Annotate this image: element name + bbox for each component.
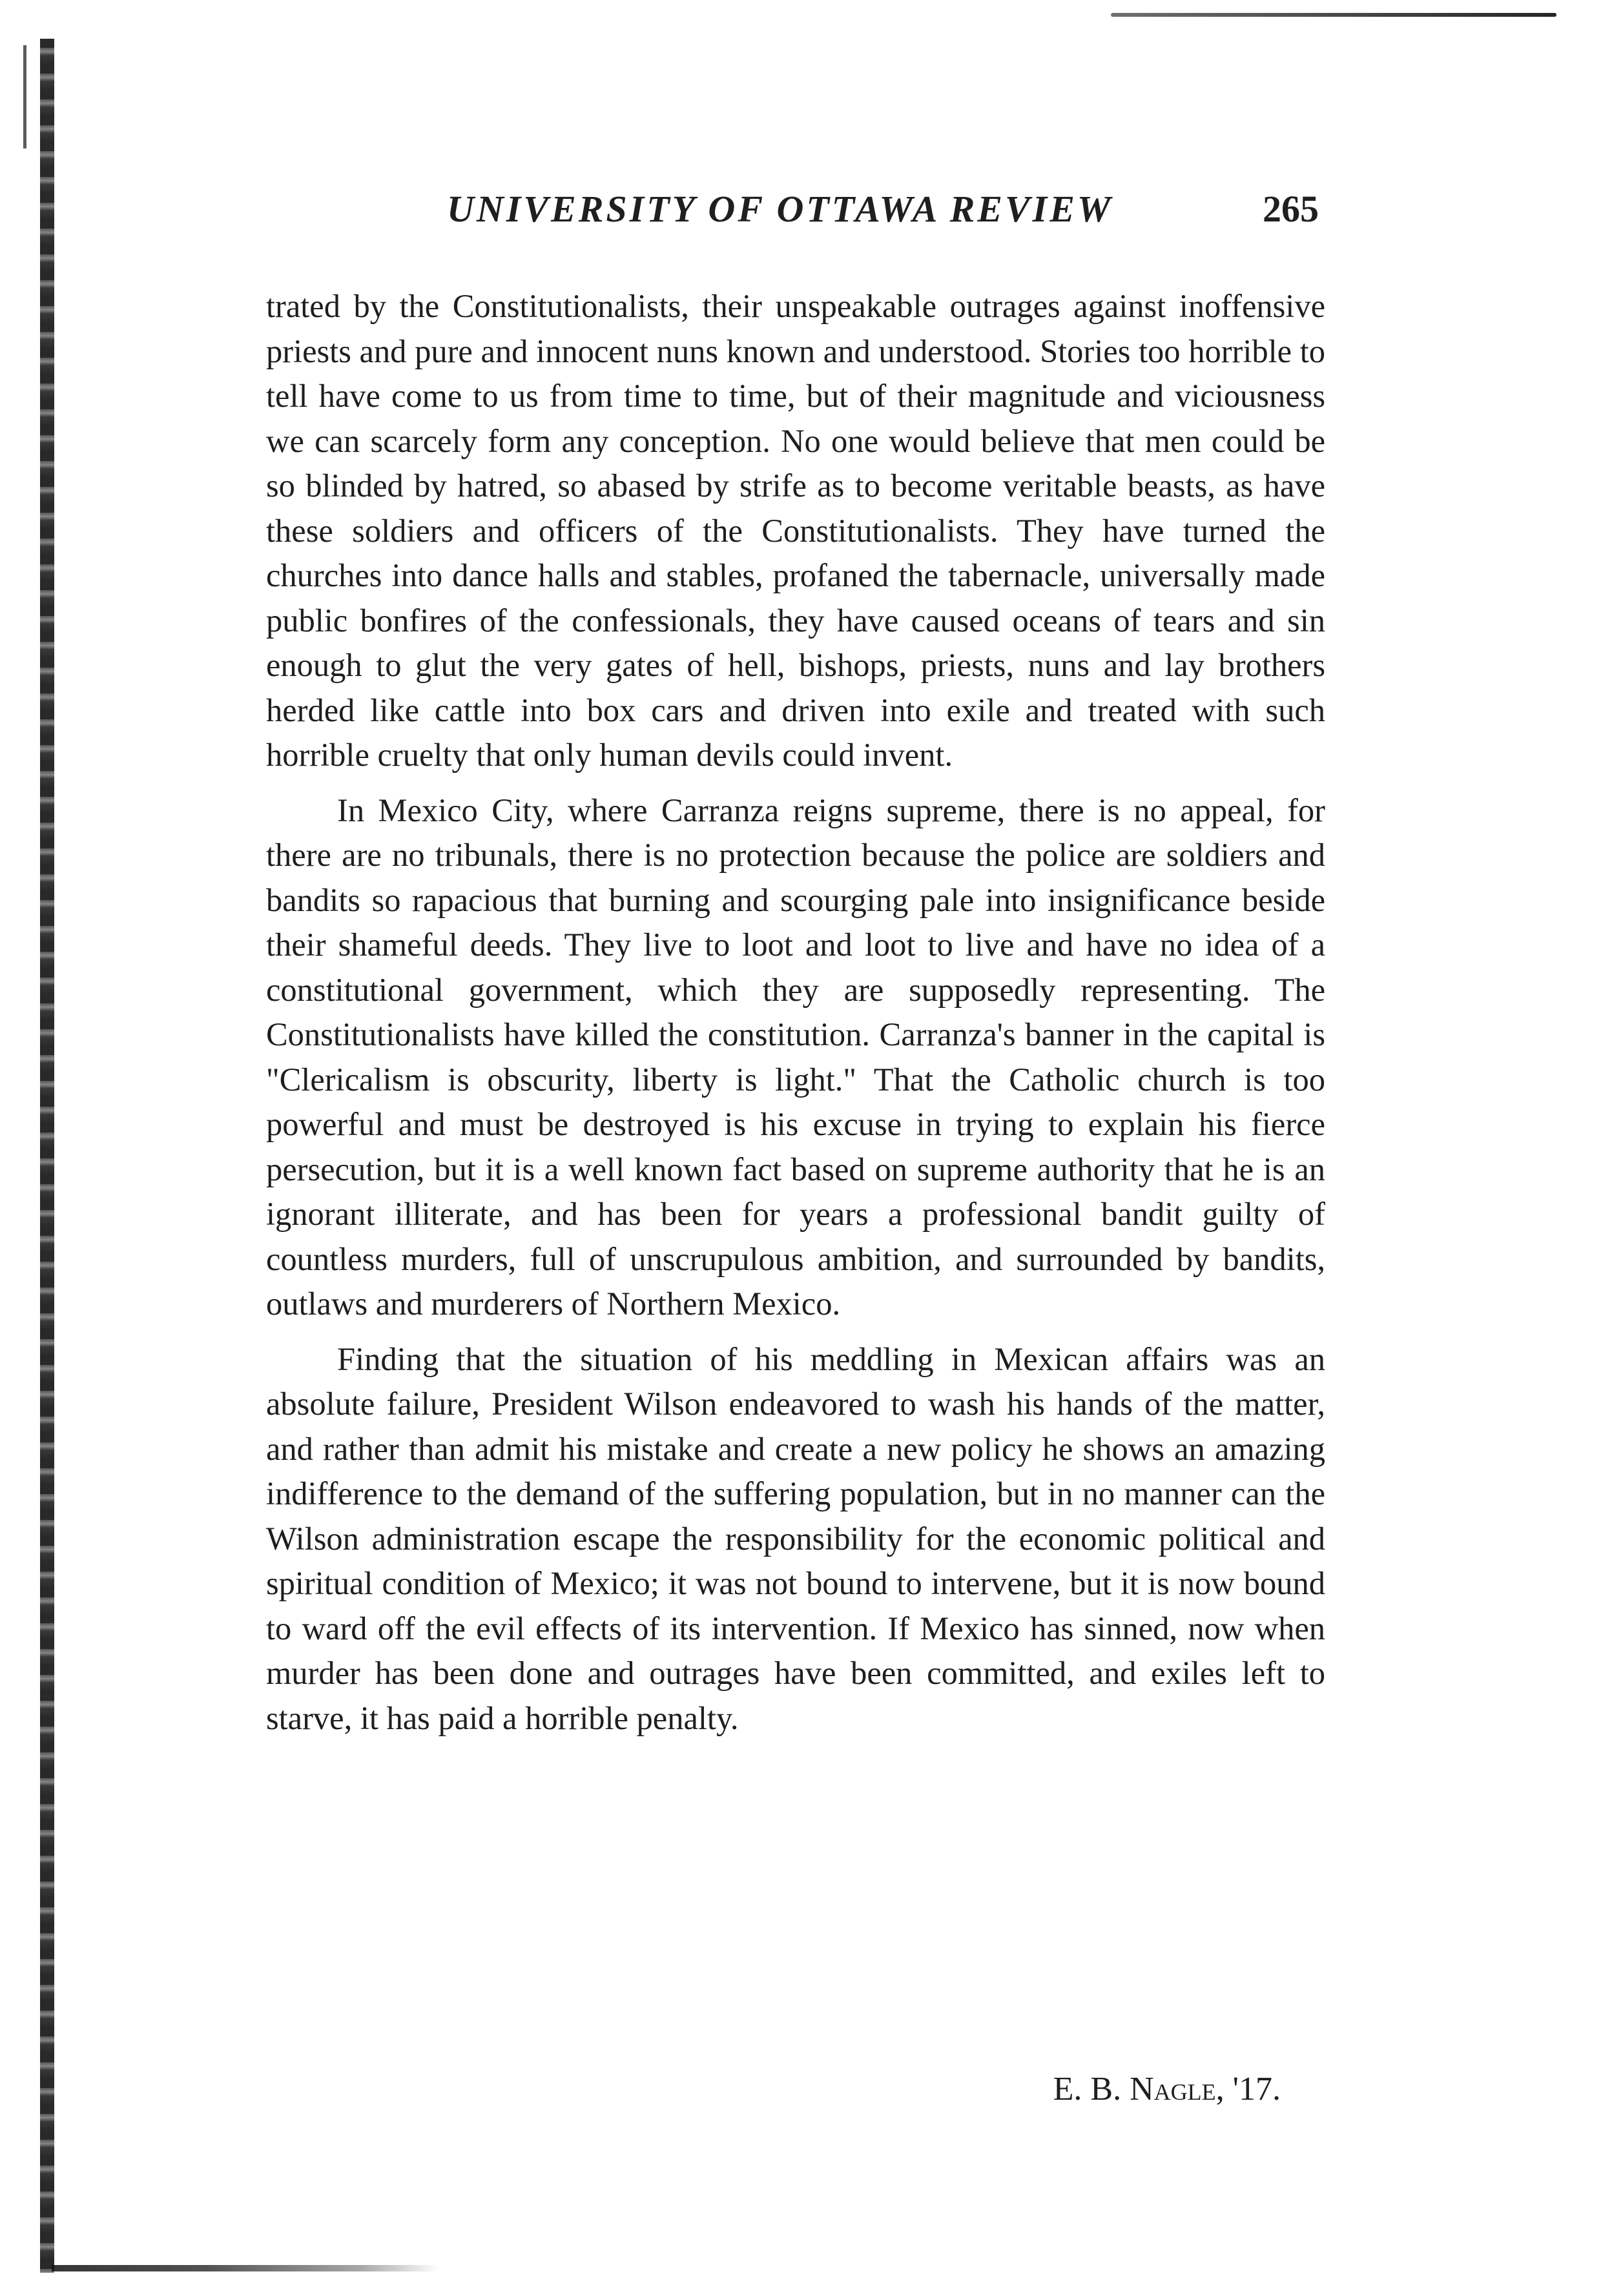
scan-left-edge — [40, 39, 54, 2273]
author-class-year: '17. — [1232, 2071, 1281, 2107]
scan-bottom-edge — [52, 2265, 439, 2271]
author-initials: E. B. — [1053, 2071, 1122, 2107]
article-body — [266, 284, 1325, 1741]
author-surname: Nagle, — [1130, 2071, 1225, 2107]
paragraph-3: Finding that the situation of his meddling in Mexican affairs was an absolute failure, President Wilson endeavored to wash his hands of the matter, and rather than admit his mistake and create a new policy he shows an amazing indifference to the demand of the suffering population, but in no manner can the Wilson administration escape the responsibility for the economic political and spiritual condition of Mexico; it was not bound to intervene, but it is now bound to ward off the evil effects of its intervention. If Mexico has sinned, now when murder has been done and outrages have been committed, and exiles left to starve, it has paid a horrible penalty. — [266, 1340, 1325, 1736]
paragraph-2: In Mexico City, where Carranza reigns supreme, there is no appeal, for there are no tribunals, there is no protection because the police are soldiers and bandits so rapacious that burning and scourging pale into insignificance beside their shameful deeds. They live to loot and loot to live and have no idea of a constitutional government, which they are supposedly representing. The Constitutionalists have killed the constitution. Carranza's banner in the capital is "Clericalism is obscurity, liberty is light." That the Catholic church is too powerful and must be destroyed is his excuse in trying to explain his fierce persecution, but it is a well known fact based on supreme authority that he is an ignorant illiterate, and has been for years a professional bandit guilty of countless murders, full of unscrupulous ambition, and surrounded by bandits, outlaws and murderers of Northern Mexico. — [266, 792, 1325, 1322]
journal-title: UNIVERSITY OF OTTAWA REVIEW — [447, 188, 1113, 230]
page-number: 265 — [1263, 188, 1319, 230]
scan-top-rule — [1111, 13, 1556, 17]
author-signature — [1053, 2070, 1281, 2108]
running-header — [266, 174, 1325, 239]
paragraph-1: trated by the Constitutionalists, their unspeakable outrages against inoffensive priests and pure and innocent nuns known and understood. Stories too horrible to tell have come to us from time to time, but of their magnitude and viciousness we can scarcely form any conception. No one would believe that men could be so blinded by hatred, so abased by strife as to become veritable beasts, as have these soldiers and officers of the Constitutionalists. They have turned the churches into dance halls and stables, profaned the tabernacle, universally made public bonfires of the confessionals, they have caused oceans of tears and sin enough to glut the very gates of hell, bishops, priests, nuns and lay brothers herded like cattle into box cars and driven into exile and treated with such horrible cruelty that only human devils could invent. — [266, 288, 1325, 773]
scan-binding-mark — [23, 45, 26, 149]
